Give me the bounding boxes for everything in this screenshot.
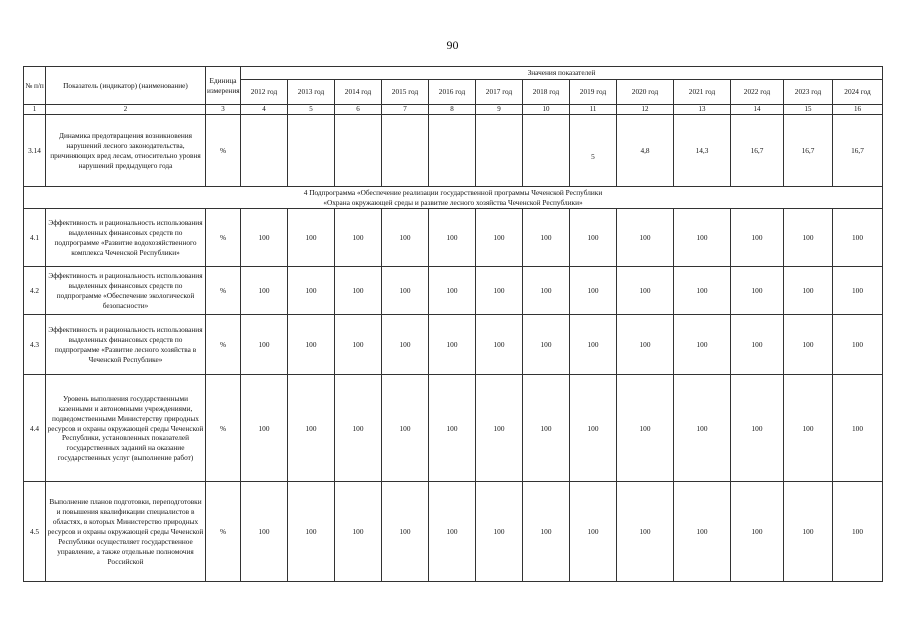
indicator-name: Уровень выполнения государственными казенными и автономными учреждениями, подведомственными Министерству природных ресурсов и охраны окружающей среды Чеченской Республики, установленных показателей государственных заданий на оказание государственных услуг (выполнение работ) — [46, 375, 206, 482]
value-cell: 100 — [335, 267, 382, 315]
indicator-name: Эффективность и рациональность использования выделенных финансовых средств по подпрограмме «Развитие водохозяйственного комплекса Чеченской Республики» — [46, 209, 206, 267]
value-cell: 100 — [241, 209, 288, 267]
value-cell: 100 — [429, 482, 476, 582]
value-cell: 100 — [731, 315, 784, 375]
column-number: 6 — [335, 105, 382, 115]
column-number: 14 — [731, 105, 784, 115]
unit-cell: % — [206, 315, 241, 375]
row-number: 3.14 — [24, 115, 46, 187]
value-cell: 100 — [617, 267, 674, 315]
year-header: 2018 год — [523, 80, 570, 105]
value-cell — [476, 115, 523, 187]
year-header: 2012 год — [241, 80, 288, 105]
value-cell: 100 — [288, 315, 335, 375]
value-cell: 100 — [617, 482, 674, 582]
value-cell: 100 — [335, 315, 382, 375]
unit-cell: % — [206, 482, 241, 582]
table-row-4-5 — [24, 482, 883, 582]
value-cell: 100 — [288, 267, 335, 315]
header-num: № п/п — [24, 67, 46, 105]
year-header: 2024 год — [833, 80, 883, 105]
column-number: 15 — [784, 105, 833, 115]
value-cell: 100 — [570, 315, 617, 375]
value-cell — [335, 115, 382, 187]
value-cell: 100 — [382, 315, 429, 375]
value-cell: 100 — [731, 482, 784, 582]
value-cell: 100 — [674, 209, 731, 267]
column-numbers-row — [24, 105, 883, 115]
value-cell: 4,8 — [617, 115, 674, 187]
value-cell: 100 — [288, 209, 335, 267]
column-number: 1 — [24, 105, 46, 115]
value-cell: 16,7 — [784, 115, 833, 187]
value-cell: 14,3 — [674, 115, 731, 187]
value-cell: 100 — [570, 482, 617, 582]
value-cell: 100 — [833, 375, 883, 482]
year-header: 2019 год — [570, 80, 617, 105]
table-row-4-4 — [24, 375, 883, 482]
value-cell: 100 — [429, 209, 476, 267]
value-cell: 100 — [523, 267, 570, 315]
value-cell: 100 — [429, 375, 476, 482]
row-number: 4.3 — [24, 315, 46, 375]
value-cell — [382, 115, 429, 187]
value-cell: 5 — [570, 115, 617, 187]
page-number: 90 — [446, 38, 459, 52]
unit-cell: % — [206, 209, 241, 267]
value-cell: 100 — [784, 315, 833, 375]
value-cell: 16,7 — [731, 115, 784, 187]
row-number: 4.4 — [24, 375, 46, 482]
value-cell — [523, 115, 570, 187]
value-cell: 100 — [617, 375, 674, 482]
value-cell: 100 — [833, 267, 883, 315]
value-cell: 16,7 — [833, 115, 883, 187]
value-cell: 100 — [523, 209, 570, 267]
table-row-4-1 — [24, 209, 883, 267]
column-number: 3 — [206, 105, 241, 115]
row-number: 4.2 — [24, 267, 46, 315]
value-cell: 100 — [833, 209, 883, 267]
column-number: 5 — [288, 105, 335, 115]
value-cell: 100 — [784, 267, 833, 315]
indicator-name: Эффективность и рациональность использования выделенных финансовых средств по подпрограмме «Развитие лесного хозяйства в Чеченской Республике» — [46, 315, 206, 375]
value-cell — [241, 115, 288, 187]
value-cell: 100 — [784, 209, 833, 267]
value-cell: 100 — [674, 315, 731, 375]
value-cell: 100 — [833, 315, 883, 375]
value-cell: 100 — [674, 482, 731, 582]
value-cell: 100 — [476, 375, 523, 482]
value-cell: 100 — [382, 375, 429, 482]
value-cell: 100 — [570, 375, 617, 482]
column-number: 7 — [382, 105, 429, 115]
value-cell: 100 — [784, 375, 833, 482]
value-cell: 100 — [674, 375, 731, 482]
value-cell: 100 — [476, 209, 523, 267]
year-header: 2013 год — [288, 80, 335, 105]
year-header: 2020 год — [617, 80, 674, 105]
row-number: 4.5 — [24, 482, 46, 582]
unit-cell: % — [206, 267, 241, 315]
value-cell: 100 — [241, 267, 288, 315]
column-number: 11 — [570, 105, 617, 115]
year-header: 2021 год — [674, 80, 731, 105]
indicator-name: Эффективность и рациональность использования выделенных финансовых средств по подпрограмме «Обеспечение экологической безопасности» — [46, 267, 206, 315]
year-header: 2023 год — [784, 80, 833, 105]
value-cell: 100 — [523, 375, 570, 482]
table-row-3-14 — [24, 115, 883, 187]
header-row-1 — [24, 67, 883, 80]
subprogram-row — [24, 187, 883, 209]
value-cell: 100 — [382, 267, 429, 315]
value-cell: 100 — [476, 315, 523, 375]
indicator-name: Выполнение планов подготовки, переподготовки и повышения квалификации специалистов в областях, в которых Министерство природных ресурсов и охраны окружающей среды Чеченской Республики осуществляет государственное управление, а также отдельные полномочия Российской — [46, 482, 206, 582]
value-cell: 100 — [674, 267, 731, 315]
value-cell: 100 — [382, 482, 429, 582]
value-cell: 100 — [523, 482, 570, 582]
unit-cell: % — [206, 115, 241, 187]
column-number: 13 — [674, 105, 731, 115]
value-cell: 100 — [476, 482, 523, 582]
value-cell: 100 — [476, 267, 523, 315]
indicator-name: Динамика предотвращения возникновения нарушений лесного законодательства, причиняющих вред лесам, относительно уровня нарушений предыдущего года — [46, 115, 206, 187]
table-row-4-3 — [24, 315, 883, 375]
header-indicator: Показатель (индикатор) (наименование) — [46, 67, 206, 105]
column-number: 9 — [476, 105, 523, 115]
value-cell: 100 — [429, 315, 476, 375]
column-number: 12 — [617, 105, 674, 115]
value-cell: 100 — [731, 375, 784, 482]
value-cell: 100 — [241, 375, 288, 482]
year-header: 2015 год — [382, 80, 429, 105]
column-number: 8 — [429, 105, 476, 115]
indicators-table — [23, 66, 883, 582]
value-cell: 100 — [429, 267, 476, 315]
value-cell: 100 — [241, 482, 288, 582]
value-cell: 100 — [617, 209, 674, 267]
value-cell: 100 — [731, 267, 784, 315]
column-number: 2 — [46, 105, 206, 115]
value-cell: 100 — [335, 482, 382, 582]
value-cell: 100 — [784, 482, 833, 582]
year-header: 2022 год — [731, 80, 784, 105]
subprogram-heading — [24, 187, 883, 209]
value-cell: 100 — [288, 482, 335, 582]
value-cell: 100 — [833, 482, 883, 582]
year-header: 2017 год — [476, 80, 523, 105]
value-cell: 100 — [570, 209, 617, 267]
column-number: 10 — [523, 105, 570, 115]
year-header: 2016 год — [429, 80, 476, 105]
row-number: 4.1 — [24, 209, 46, 267]
year-header: 2014 год — [335, 80, 382, 105]
header-unit: Единица измерения — [206, 67, 241, 105]
header-values-group: Значения показателей — [241, 67, 883, 80]
value-cell: 100 — [335, 375, 382, 482]
column-number: 16 — [833, 105, 883, 115]
value-cell: 100 — [241, 315, 288, 375]
subprogram-line-2: «Охрана окружающей среды и развитие лесного хозяйства Чеченской Республики» — [323, 197, 583, 207]
value-cell: 100 — [523, 315, 570, 375]
value-cell: 100 — [335, 209, 382, 267]
value-cell: 100 — [617, 315, 674, 375]
table-row-4-2 — [24, 267, 883, 315]
subprogram-line-1: 4 Подпрограмма «Обеспечение реализации государственной программы Чеченской Республики — [303, 188, 603, 198]
column-number: 4 — [241, 105, 288, 115]
value-cell: 100 — [731, 209, 784, 267]
value-cell — [429, 115, 476, 187]
value-cell — [288, 115, 335, 187]
value-cell: 100 — [382, 209, 429, 267]
value-cell: 100 — [288, 375, 335, 482]
unit-cell: % — [206, 375, 241, 482]
value-cell: 100 — [570, 267, 617, 315]
